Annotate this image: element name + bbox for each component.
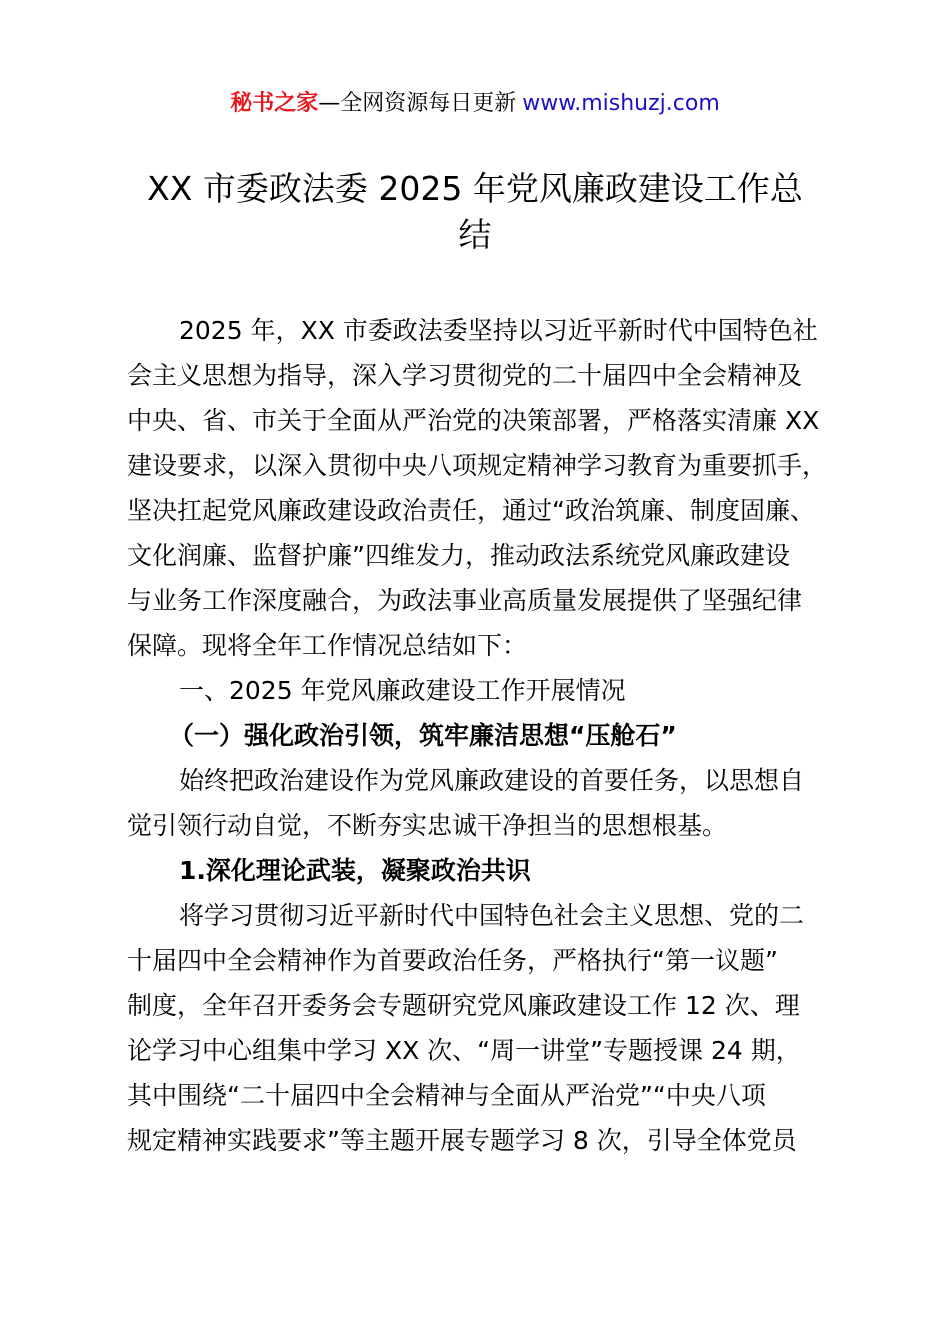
- subsection-paragraph: [127, 758, 847, 848]
- title-line: 结: [458, 215, 492, 254]
- text-line: 会主义思想为指导，深入学习贯彻党的二十届四中全会精神及: [127, 361, 803, 390]
- text-line: 十届四中全会精神作为首要政治任务，严格执行“第一议题”: [127, 946, 778, 975]
- text-line: 保障。现将全年工作情况总结如下：: [127, 631, 528, 660]
- site-banner: [0, 88, 950, 120]
- text-line: 建设要求，以深入贯彻中央八项规定精神学习教育为重要抓手，: [127, 451, 828, 480]
- text-line: 2025 年，XX 市委政法委坚持以习近平新时代中国特色社: [179, 316, 818, 345]
- text-line: 其中围绕“二十届四中全会精神与全面从严治党”“中央八项: [127, 1081, 766, 1110]
- text-line: 坚决扛起党风廉政建设政治责任，通过“政治筑廉、制度固廉、: [127, 496, 815, 525]
- text-line: 中央、省、市关于全面从严治党的决策部署，严格落实清廉 XX: [127, 406, 820, 435]
- item-heading: 1.深化理论武装，凝聚政治共识: [179, 856, 531, 885]
- text-line: 制度，全年召开委务会专题研究党风廉政建设工作 12 次、理: [127, 991, 800, 1020]
- text-line: 文化润廉、监督护廉”四维发力，推动政法系统党风廉政建设: [127, 541, 790, 570]
- item-paragraph: [127, 893, 847, 1163]
- document-body: [127, 308, 847, 1163]
- section-heading: 一、2025 年党风廉政建设工作开展情况: [179, 676, 626, 705]
- text-line: 规定精神实践要求”等主题开展专题学习 8 次，引导全体党员: [127, 1126, 797, 1155]
- banner-tagline: —全网资源每日更新: [318, 91, 517, 116]
- text-line: 将学习贯彻习近平新时代中国特色社会主义思想、党的二: [179, 901, 805, 930]
- subsection-heading: （一）强化政治引领，筑牢廉洁思想“压舱石”: [169, 721, 677, 750]
- text-line: 始终把政治建设作为党风廉政建设的首要任务，以思想自: [179, 766, 805, 795]
- banner-brand: 秘书之家: [230, 91, 319, 116]
- text-line: 与业务工作深度融合，为政法事业高质量发展提供了坚强纪律: [127, 586, 803, 615]
- text-line: 觉引领行动自觉，不断夯实忠诚干净担当的思想根基。: [127, 811, 728, 840]
- banner-url-link[interactable]: www.mishuzj.com: [522, 91, 720, 116]
- text-line: 论学习中心组集中学习 XX 次、“周一讲堂”专题授课 24 期，: [127, 1036, 801, 1065]
- title-line: XX 市委政法委 2025 年党风廉政建设工作总: [147, 169, 803, 208]
- document-title: [100, 166, 850, 258]
- intro-paragraph: [127, 308, 847, 668]
